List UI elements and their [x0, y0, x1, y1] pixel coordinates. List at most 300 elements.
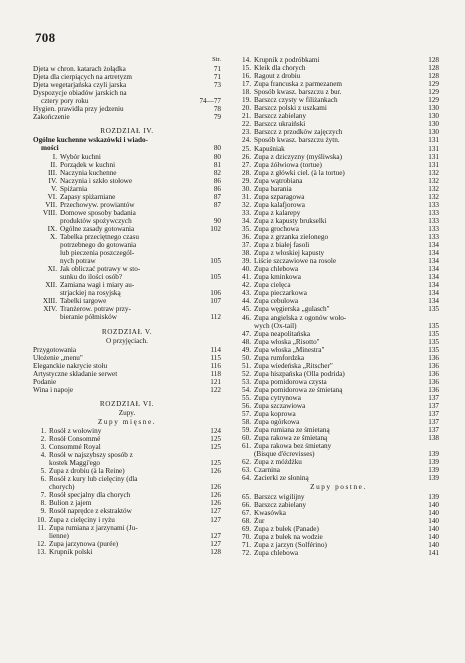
toc-entry-page: 87 — [213, 192, 221, 201]
toc-entry-title — [238, 185, 425, 193]
toc-entry-text: Zupa kalafjorowa — [254, 200, 305, 209]
toc-entry-text: Tabelka przeciętnego czasu — [60, 232, 139, 241]
toc-entry-title — [238, 249, 425, 257]
toc-entry-text: Zupa z włoskiej kapusty — [254, 249, 325, 258]
toc-entry-text: Tranżerow. potraw przy- — [60, 305, 131, 314]
toc-entry-title — [33, 370, 207, 378]
toc-entry-text: Ogólne zasady gotowania — [60, 224, 135, 233]
toc-entry — [33, 475, 221, 483]
toc-entry — [238, 517, 439, 525]
toc-entry-text: Tabelki targowe — [60, 297, 107, 306]
toc-entry-text: Zupa włoska „Risotto" — [254, 337, 320, 346]
toc-entry-text: Bulion z jajem — [49, 499, 92, 508]
fasting-soup-list — [238, 493, 439, 557]
toc-entry-page: 141 — [428, 548, 439, 557]
toc-entry — [33, 362, 221, 370]
toc-entry-page: 90 — [213, 216, 221, 225]
toc-entry-title — [33, 499, 207, 507]
toc-entry — [238, 249, 439, 257]
toc-entry-number: 11. — [37, 523, 46, 532]
toc-entry-title — [33, 346, 207, 354]
toc-entry-number: 6. — [40, 475, 46, 484]
toc-entry-number: 30. — [242, 184, 251, 193]
toc-entry — [238, 120, 439, 128]
toc-entry-page: 71 — [213, 65, 221, 74]
toc-entry-number: 52. — [242, 369, 251, 378]
toc-entry-number: 49. — [242, 345, 251, 354]
toc-entry — [238, 402, 439, 410]
toc-entry — [238, 185, 439, 193]
chapter-5-title: ROZDZIAŁ V. — [101, 327, 153, 336]
toc-entry-text: Zupa barania — [254, 184, 292, 193]
left-column — [33, 56, 221, 556]
toc-entry — [238, 128, 439, 136]
toc-entry-text: Ułożenie „menu" — [33, 353, 83, 362]
toc-entry-text: Sposób kwasz. barszczu z bur. — [254, 88, 342, 97]
toc-entry-text: Zupa z białej fasoli — [254, 241, 310, 250]
toc-entry-page: 129 — [428, 80, 439, 89]
toc-entry-number: 63. — [242, 466, 251, 475]
toc-entry — [33, 193, 221, 201]
toc-entry-number: VI. — [47, 192, 57, 201]
toc-entry-text: Spiżarnia — [60, 184, 88, 193]
toc-entry — [238, 525, 439, 533]
toc-entry-number: X. — [50, 232, 57, 241]
toc-entry-number: 71. — [242, 540, 251, 549]
toc-entry-title — [33, 540, 207, 548]
toc-entry-page: 134 — [428, 273, 439, 282]
toc-entry-text: Liście szczawiowe na rosole — [254, 257, 337, 266]
toc-entry-title — [33, 507, 207, 515]
toc-entry-title — [238, 217, 425, 225]
toc-entry — [238, 56, 439, 64]
toc-entry-page: 134 — [428, 241, 439, 250]
toc-entry-page: 81 — [213, 160, 221, 169]
toc-entry — [33, 209, 221, 217]
toc-entry-title — [238, 96, 425, 104]
toc-entry-title — [238, 418, 425, 426]
toc-entry-title — [238, 80, 425, 88]
toc-entry-page: 121 — [210, 377, 221, 386]
toc-entry-text: Zupa włoska „Minestra" — [254, 345, 325, 354]
toc-entry-title — [238, 153, 425, 161]
toc-entry-title — [238, 120, 425, 128]
toc-entry — [238, 305, 439, 313]
toc-entry-title — [33, 225, 207, 233]
toc-entry-title — [33, 97, 196, 105]
toc-entry-title — [33, 524, 218, 532]
chapter-6-section-meat: Zupy mięsne. — [97, 417, 157, 426]
toc-entry — [238, 426, 439, 434]
toc-entry-text: Przygotowania — [33, 345, 77, 354]
toc-entry-page: 129 — [428, 88, 439, 97]
toc-entry — [238, 265, 439, 273]
toc-entry — [33, 483, 221, 491]
toc-entry-title — [33, 451, 218, 459]
toc-entry-text: Kwasówka — [254, 508, 286, 517]
toc-entry — [33, 73, 221, 81]
toc-entry-page: 135 — [428, 337, 439, 346]
toc-entry-text: Naczynia i szkło stołowe — [60, 176, 133, 185]
toc-entry-page: 137 — [428, 418, 439, 427]
toc-entry-page: 139 — [428, 450, 439, 459]
toc-entry-title — [238, 201, 425, 209]
toc-entry-text: Zupa wątrobiana — [254, 176, 303, 185]
toc-entry-page: 86 — [213, 184, 221, 193]
toc-entry-page: 126 — [210, 483, 221, 492]
toc-entry — [238, 297, 439, 305]
toc-entry — [33, 153, 221, 161]
toc-entry — [238, 354, 439, 362]
toc-entry-page: 140 — [428, 532, 439, 541]
toc-entry-number: 44. — [242, 297, 251, 306]
toc-entry-page: 114 — [210, 345, 221, 354]
chapter-5-list — [33, 346, 221, 394]
toc-entry-number: 61. — [242, 442, 251, 451]
toc-entry-number: IV. — [48, 176, 57, 185]
toc-entry — [238, 322, 439, 330]
toc-entry-title — [33, 467, 207, 475]
toc-entry-title — [33, 257, 207, 265]
toc-entry-page: 112 — [210, 313, 221, 322]
toc-entry-page: 134 — [428, 289, 439, 298]
toc-entry-number: I. — [52, 152, 57, 161]
str-label: Str. — [212, 56, 221, 63]
toc-entry-page: 140 — [428, 500, 439, 509]
toc-entry — [238, 72, 439, 80]
toc-entry-number: 33. — [242, 208, 251, 217]
toc-entry-text: lienne) — [49, 531, 69, 540]
toc-entry-title — [238, 493, 425, 501]
toc-entry-page: 105 — [210, 257, 221, 266]
toc-entry-number: 68. — [242, 516, 251, 525]
toc-entry-page: 128 — [428, 64, 439, 73]
toc-entry-title — [33, 273, 207, 281]
toc-entry-text: Barszcz ukraiński — [254, 120, 306, 129]
toc-entry-title — [238, 104, 425, 112]
toc-entry-number: 2. — [40, 435, 46, 444]
toc-entry-title — [238, 354, 425, 362]
toc-entry-title — [33, 313, 207, 321]
toc-entry-page: 139 — [428, 466, 439, 475]
chapter-4-heading-line1: Ogólne kuchenne wskazówki i wiado- — [33, 136, 149, 145]
chapter-4-heading-2 — [33, 144, 221, 152]
toc-entry — [33, 105, 221, 113]
toc-entry — [238, 501, 439, 509]
chapter-6-subtitle: Zupy. — [118, 408, 136, 417]
toc-entry-title — [33, 435, 207, 443]
section-fasting-soups: Zupy postne. — [310, 483, 367, 492]
toc-entry — [238, 112, 439, 120]
toc-entry-text: Zupa cebulowa — [254, 297, 299, 306]
toc-entry — [238, 104, 439, 112]
toc-entry-text: Zupa szparagowa — [254, 192, 305, 201]
toc-entry — [33, 113, 221, 121]
toc-entry-number: 13. — [37, 547, 46, 556]
toc-entry-page: 125 — [210, 459, 221, 468]
toc-entry — [238, 434, 439, 442]
toc-entry — [238, 394, 439, 402]
toc-entry-text: Zupa z jarzyn (Solférino) — [254, 540, 327, 549]
toc-entry-number: 60. — [242, 434, 251, 443]
toc-entry-number: 3. — [40, 443, 46, 452]
toc-entry-title — [33, 427, 207, 435]
toc-entry-title — [33, 354, 207, 362]
toc-entry-number: 28. — [242, 168, 251, 177]
toc-entry-text: Djeta dla cierpiących na artretyzm — [33, 73, 132, 82]
toc-entry — [33, 386, 221, 394]
toc-entry-text: nych potraw — [60, 257, 96, 266]
toc-entry-title — [238, 241, 425, 249]
toc-entry-number: 72. — [242, 548, 251, 557]
toc-entry-text: Eleganckie nakrycie stołu — [33, 361, 108, 370]
toc-entry-page: 134 — [428, 297, 439, 306]
toc-entry-page: 129 — [428, 96, 439, 105]
toc-entry-number: 45. — [242, 305, 251, 314]
toc-entry — [33, 451, 221, 459]
toc-entry — [238, 64, 439, 72]
toc-entry-title — [238, 193, 425, 201]
toc-entry-title — [33, 516, 207, 524]
toc-entry — [33, 201, 221, 209]
toc-entry-title — [238, 394, 425, 402]
toc-entry-title — [238, 466, 425, 474]
toc-entry-title — [238, 169, 425, 177]
toc-entry-page: 138 — [428, 434, 439, 443]
toc-entry — [33, 281, 221, 289]
toc-entry-text: Djeta w chron. katarach żołądka — [33, 65, 126, 74]
toc-entry-number: 23. — [242, 128, 251, 137]
toc-entry-number: 38. — [242, 249, 251, 258]
toc-entry-text: Zupa francuska z parmezanem — [254, 80, 342, 89]
toc-entry-title — [238, 233, 425, 241]
toc-entry-number: 50. — [242, 353, 251, 362]
toc-entry-page: 107 — [210, 297, 221, 306]
toc-entry-number: 57. — [242, 410, 251, 419]
toc-entry-number: 4. — [40, 451, 46, 460]
toc-entry-title — [238, 225, 425, 233]
toc-entry — [238, 370, 439, 378]
toc-entry-page: 140 — [428, 516, 439, 525]
toc-entry — [238, 193, 439, 201]
toc-entry — [33, 225, 221, 233]
toc-entry-title — [33, 193, 211, 201]
toc-entry-number: 25. — [242, 144, 251, 153]
toc-entry-title — [33, 81, 211, 89]
toc-entry-text: Barszcz polski z uszkami — [254, 104, 327, 113]
toc-entry-text: Żur — [254, 516, 265, 525]
toc-entry-page: 131 — [428, 152, 439, 161]
toc-entry-title — [238, 410, 425, 418]
toc-entry-text: Zupa rakowa ze śmietaną — [254, 434, 328, 443]
toc-entry-text: bieranie półmisków — [60, 313, 117, 322]
toc-entry-title — [238, 177, 425, 185]
toc-entry-page: 134 — [428, 257, 439, 266]
toc-entry-page: 140 — [428, 508, 439, 517]
toc-entry — [33, 273, 221, 281]
toc-entry-number: 39. — [242, 257, 251, 266]
toc-entry-number: VII. — [45, 200, 57, 209]
toc-entry-title — [238, 386, 425, 394]
toc-entry-page: 132 — [428, 184, 439, 193]
toc-entry-text: Zupa chlebowa — [254, 265, 299, 274]
toc-entry-number: II. — [50, 160, 57, 169]
toc-entry-text: Zupa hiszpańska (Olla podrida) — [254, 369, 345, 378]
toc-entry-number: XII. — [45, 281, 57, 290]
toc-entry — [33, 548, 221, 556]
toc-entry-text: Barszcz z przodków zajęczych — [254, 128, 343, 137]
toc-entry — [238, 281, 439, 289]
toc-entry — [33, 169, 221, 177]
toc-entry — [33, 499, 221, 507]
toc-entry-number: 8. — [40, 499, 46, 508]
toc-entry — [33, 491, 221, 499]
toc-entry-page: 71 — [213, 73, 221, 82]
toc-entry-text: Podanie — [33, 377, 57, 386]
page-number: 708 — [35, 30, 56, 45]
toc-entry-title — [33, 459, 207, 467]
toc-entry-number: 69. — [242, 524, 251, 533]
toc-entry-page: 127 — [210, 507, 221, 516]
toc-entry-number: 37. — [242, 241, 251, 250]
toc-entry-number: 53. — [242, 377, 251, 386]
toc-entry-text: Zupa żółwiowa (tortue) — [254, 160, 322, 169]
toc-entry-number: 1. — [40, 427, 46, 436]
toc-entry-text: Zupa cytrynowa — [254, 393, 301, 402]
toc-entry-title — [238, 474, 425, 482]
toc-entry-page: 116 — [210, 361, 221, 370]
toc-entry-number: 7. — [40, 491, 46, 500]
toc-entry-page: 131 — [428, 136, 439, 145]
toc-entry-text: Jak obliczać potrawy w sto- — [60, 265, 141, 274]
toc-entry-page: 132 — [428, 176, 439, 185]
toc-entry-title — [238, 112, 425, 120]
toc-entry-page: 131 — [428, 144, 439, 153]
toc-entry-number: 64. — [242, 474, 251, 483]
toc-entry-title — [238, 362, 425, 370]
toc-entry-number: XI. — [47, 265, 57, 274]
toc-entry — [33, 297, 221, 305]
toc-entry — [238, 257, 439, 265]
toc-entry-page: 126 — [210, 499, 221, 508]
toc-entry-number: 31. — [242, 192, 251, 201]
toc-entry-page: 133 — [428, 224, 439, 233]
toc-entry — [33, 249, 221, 257]
toc-entry-text: Zacierki ze słoniną — [254, 474, 309, 483]
toc-entry-text: Domowe sposoby badania — [60, 208, 136, 217]
toc-entry-title — [33, 241, 218, 249]
toc-entry-number: 47. — [242, 329, 251, 338]
toc-entry-number: 20. — [242, 104, 251, 113]
toc-entry-title — [238, 136, 425, 144]
toc-entry-title — [238, 549, 425, 557]
toc-entry-number: 54. — [242, 385, 251, 394]
toc-entry-number: 29. — [242, 176, 251, 185]
toc-entry — [33, 370, 221, 378]
toc-entry — [238, 153, 439, 161]
toc-entry — [33, 540, 221, 548]
toc-entry-text: Rosół z kury lub cielęciny (dla — [49, 475, 138, 484]
toc-entry — [33, 354, 221, 362]
toc-entry-number: 5. — [40, 467, 46, 476]
toc-entry-page: 130 — [428, 128, 439, 137]
toc-entry — [238, 378, 439, 386]
toc-entry-title — [238, 145, 425, 153]
toc-entry-number: 41. — [242, 273, 251, 282]
toc-entry-text: Porządek w kuchni — [60, 160, 116, 169]
toc-entry-text: Zupa grochowa — [254, 224, 299, 233]
toc-entry-page: 135 — [428, 345, 439, 354]
toc-entry — [238, 346, 439, 354]
chapter-6-title: ROZDZIAŁ VI. — [99, 399, 155, 408]
toc-entry-number: 67. — [242, 508, 251, 517]
toc-entry — [238, 241, 439, 249]
toc-entry-text: potrzebnego do gotowania — [60, 241, 137, 250]
toc-entry-text: (Bisque d'écrevisses) — [254, 450, 315, 459]
toc-entry-text: Dyspozycje obiadów jarskich na — [33, 89, 127, 98]
toc-entry-title — [238, 517, 425, 525]
toc-entry-title — [33, 362, 207, 370]
chapter-4-heading — [33, 136, 221, 144]
toc-entry-title — [33, 233, 218, 241]
toc-entry-page: 136 — [428, 369, 439, 378]
toc-entry — [238, 541, 439, 549]
toc-entry — [33, 443, 221, 451]
toc-entry-text: Zupa angielska z ogonów woło- — [254, 313, 347, 322]
toc-entry-text: Zupa pieczarkowa — [254, 289, 307, 298]
toc-entry-title — [238, 273, 425, 281]
toc-entry-text: kostek Maggi'ego — [49, 459, 101, 468]
toc-entry-title — [238, 88, 425, 96]
toc-entry — [238, 442, 439, 450]
toc-entry-title — [238, 289, 425, 297]
toc-entry — [33, 233, 221, 241]
toc-entry-text: Rosół naprędce z ekstraktów — [49, 507, 132, 516]
toc-entry-text: Barszcz czysty w filiżankach — [254, 96, 338, 105]
toc-entry — [33, 289, 221, 297]
toc-entry — [33, 241, 221, 249]
toc-entry-text: Rosół Consommé — [49, 435, 101, 444]
toc-entry — [238, 161, 439, 169]
toc-entry-title — [238, 281, 425, 289]
toc-entry-page: 125 — [210, 443, 221, 452]
toc-entry-page: 130 — [428, 120, 439, 129]
toc-entry-title — [33, 378, 207, 386]
toc-entry-title — [238, 378, 425, 386]
toc-entry-page: 136 — [428, 353, 439, 362]
toc-entry-page: 125 — [210, 435, 221, 444]
toc-entry-number: 35. — [242, 224, 251, 233]
toc-entry — [238, 225, 439, 233]
toc-entry — [33, 516, 221, 524]
toc-entry-title — [238, 402, 425, 410]
toc-entry-text: Wybór kuchni — [60, 152, 101, 161]
toc-entry-title — [238, 346, 425, 354]
toc-entry-text: Zupa pomidorowa czysta — [254, 377, 327, 386]
toc-entry — [238, 88, 439, 96]
toc-entry-text: Zupa rumiana ze śmietaną — [254, 426, 330, 435]
toc-entry-page: 140 — [428, 524, 439, 533]
toc-entry-number: 55. — [242, 393, 251, 402]
toc-entry-title — [238, 314, 436, 322]
toc-entry-page: 126 — [210, 467, 221, 476]
toc-entry-page: 102 — [210, 224, 221, 233]
toc-entry-number: 43. — [242, 289, 251, 298]
toc-entry-text: Djeta wegetarjańska czyli jarska — [33, 81, 127, 90]
toc-entry — [33, 65, 221, 73]
toc-entry — [238, 330, 439, 338]
toc-entry-page: 86 — [213, 176, 221, 185]
